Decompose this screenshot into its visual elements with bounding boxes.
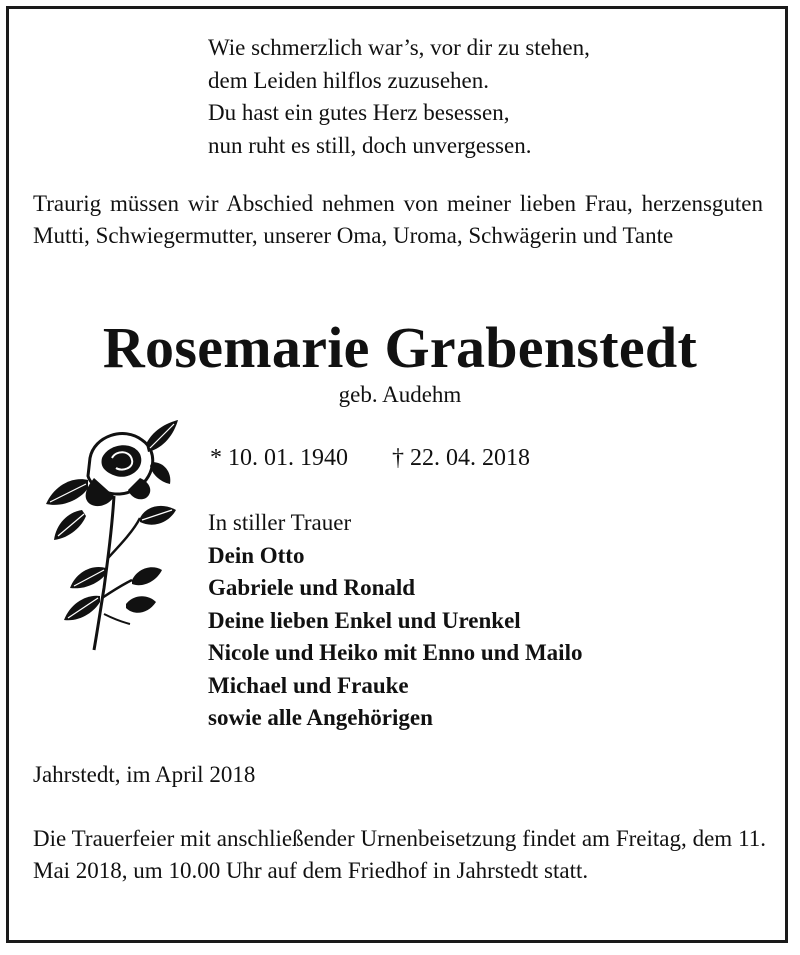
death-date: † 22. 04. 2018 <box>392 445 530 471</box>
mourner-line: Nicole und Heiko mit Enno und Mailo <box>208 640 583 665</box>
mourning-heading: In stiller Trauer <box>208 510 352 535</box>
intro-text: Traurig müssen wir Abschied nehmen von meiner lieben Frau, herzensguten Mutti, Schwiegermutter, unserer Oma, Uroma, Schwägerin und Tante <box>33 191 763 248</box>
mourner-line: Michael und Frauke <box>208 672 409 698</box>
mourner-line: Gabriele und Ronald <box>208 575 416 600</box>
mourner-line: Deine lieben Enkel und Urenkel <box>208 607 521 633</box>
poem-line: dem Leiden hilflos zuzusehen. <box>208 67 490 93</box>
mourner-line: Dein Otto <box>208 542 305 568</box>
birth-date: * 10. 01. 1940 <box>210 445 348 471</box>
place-date: Jahrstedt, im April 2018 <box>33 762 256 787</box>
life-dates <box>210 443 530 473</box>
funeral-notice: Die Trauerfeier mit anschließender Urnenbeisetzung findet am Freitag, dem 11. Mai 2018, um 10.00 Uhr auf dem Friedhof in Jahrstedt statt. <box>33 826 766 883</box>
poem-line: Wie schmerzlich war’s, vor dir zu stehen, <box>208 35 590 60</box>
mourner-line: sowie alle Angehörigen <box>208 705 433 730</box>
poem-line: nun ruht es still, doch unvergessen. <box>208 133 532 159</box>
deceased-name: Rosemarie Grabenstedt <box>102 315 698 380</box>
mourners-block <box>208 507 582 735</box>
poem <box>208 32 590 163</box>
maiden-name: geb. Audehm <box>338 382 462 407</box>
poem-line: Du hast ein gutes Herz besessen, <box>208 100 510 126</box>
rose-icon <box>42 418 182 654</box>
